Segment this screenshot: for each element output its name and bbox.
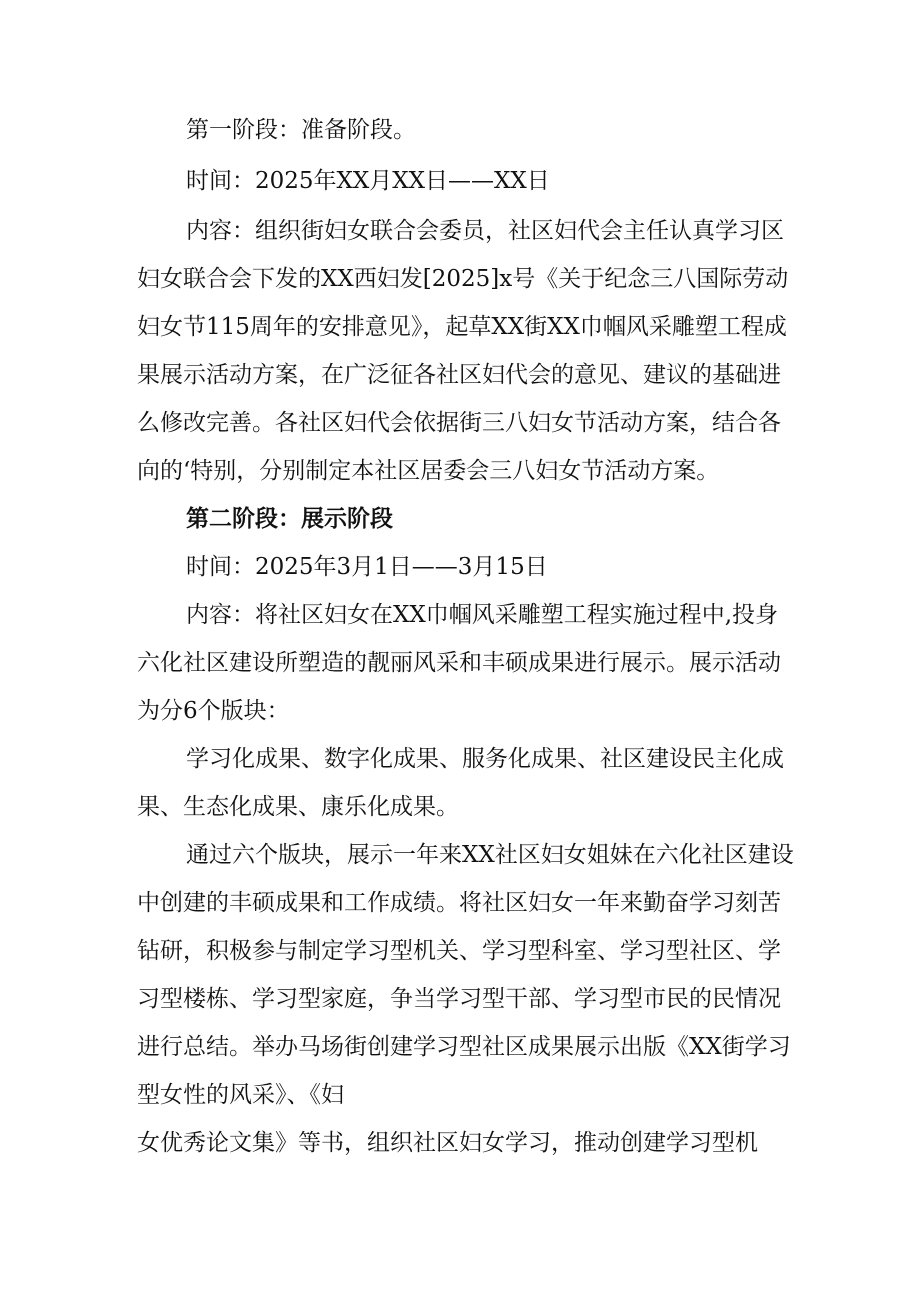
summary-paragraph-line: 女优秀论文集》等书，组织社区妇女学习，推动创建学习型机 (137, 1130, 758, 1156)
summary-paragraph-line: 钻研，积极参与制定学习型机关、学习型科室、学习型社区、学 (137, 938, 781, 964)
summary-paragraph-line: 中创建的丰硕成果和工作成绩。将社区妇女一年来勤奋学习刻苦 (137, 890, 781, 916)
summary-paragraph-line: 型女性的风采》、《妇 (137, 1082, 344, 1108)
stage-one-content-line: 内容：组织街妇女联合会委员，社区妇代会主任认真学习区 (186, 218, 784, 244)
summary-paragraph-line: 习型楼栋、学习型家庭，争当学习型干部、学习型市民的民情况 (137, 986, 781, 1012)
stage-two-time: 时间：2025年3月1日——3月15日 (186, 554, 548, 580)
stage-one-content-line: 果展示活动方案，在广泛征各社区妇代会的意见、建议的基础进 (137, 362, 781, 388)
stage-one-content-line: 么修改完善。各社区妇代会依据街三八妇女节活动方案，结合各 (137, 410, 781, 436)
stage-one-content-line: 妇女联合会下发的XX西妇发[2025]x号《关于纪念三八国际劳动 (137, 266, 789, 292)
sections-list-line: 学习化成果、数字化成果、服务化成果、社区建设民主化成 (186, 746, 784, 772)
stage-one-time: 时间：2025年XX月XX日——XX日 (186, 168, 550, 194)
summary-paragraph-line: 通过六个版块，展示一年来XX社区妇女姐妹在六化社区建设 (186, 842, 794, 868)
stage-one-content-line: 妇女节115周年的安排意见》，起草XX街XX巾帼风采雕塑工程成 (137, 314, 787, 340)
stage-two-content-line: 六化社区建设所塑造的靓丽风采和丰硕成果进行展示。展示活动 (137, 650, 781, 676)
summary-paragraph-line: 进行总结。举办马场街创建学习型社区成果展示出版《XX街学习 (137, 1034, 791, 1060)
stage-two-content-line: 为分6个版块： (137, 698, 290, 724)
stage-one-content-line: 向的‘特别，分别制定本社区居委会三八妇女节活动方案。 (137, 458, 720, 484)
stage-one-heading: 第一阶段：准备阶段。 (186, 117, 416, 143)
stage-two-content-line: 内容：将社区妇女在XX巾帼风采雕塑工程实施过程中,投身 (186, 602, 779, 628)
sections-list-line: 果、生态化成果、康乐化成果。 (137, 794, 459, 820)
stage-two-heading: 第二阶段：展示阶段 (186, 505, 393, 532)
